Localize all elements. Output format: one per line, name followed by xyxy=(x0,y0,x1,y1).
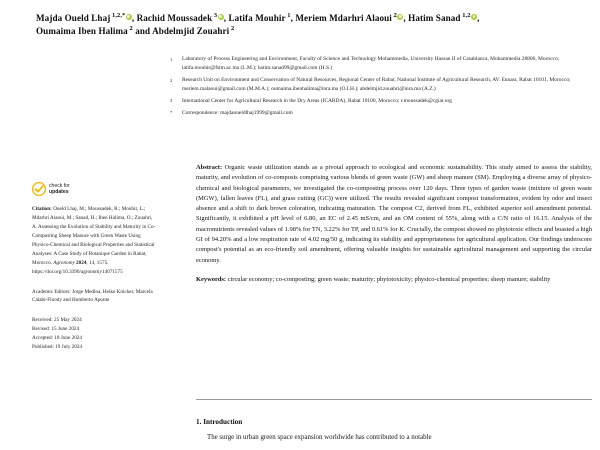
author-affiliation-marker: 2 xyxy=(229,25,235,33)
author-name: Latifa Mouhir xyxy=(228,13,286,23)
introduction-heading: 1. Introduction xyxy=(196,418,243,426)
abstract-text: Organic waste utilization stands as a pivotal approach to ecological and economic sustainability. This study aimed to assess the stability, maturity, and evolution of co-composts comprising various blends of green waste (GW) and sheep manure (SM). Employing a diverse array of physico-chemical and biological parameters, we investigated the co-composting process over 120 days. Three types of garden waste (mixture of green waste (MGW), fallen leaves (FL), and grass cutting (GC)) were utilized. The results revealed significant compost transformation, evident by odor and insect absence and a shift to dark brown coloration, indicating maturation. The compost C2, derived from FL, exhibited superior soil amendment potential. Significantly, it exhibited a pH level of 6.80, an EC of 2.45 mS/cm, and an OM content of 55%, along with a C/N ratio of 16.15. Analysis of the macronutrients revealed values of 1.98% for TN, 3.22% for TP, and 0.61% for K. Crucially, the compost showed no phytotoxic effects and boasted a high GI of 94.20% and a low respiration rate of 4.02 mg/50 g, indicating its stability and appropriateness for agricultural application. Our findings underscore compost's potential as an eco-friendly soil amendment, offering valuable insights for sustainable agricultural management and supporting the circular economy. xyxy=(196,164,592,264)
check-updates-line2: updates xyxy=(49,189,69,195)
affiliation-row xyxy=(170,109,600,118)
author-affiliation-marker: 1,2,* xyxy=(110,11,126,19)
introduction-paragraph: The surge in urban green space expansion worldwide has contributed to a notable xyxy=(207,434,432,441)
keywords-section xyxy=(196,275,592,285)
author-affiliation-marker: 3 xyxy=(212,11,218,19)
citation-rest[interactable]: , 14, 1575. https://doi.org/10.3390/agronomy14071575 xyxy=(32,259,123,275)
author-affiliation-marker: 1,2 xyxy=(460,11,471,19)
affiliation-row xyxy=(170,76,600,94)
affiliation-marker: 3 xyxy=(170,98,173,104)
check-updates-line1: check for xyxy=(49,182,70,189)
keywords-text: circular economy; co-composting; green waste; maturity; phytotoxicity; physico-chemical properties; sheep manure; stability xyxy=(226,276,551,284)
citation-block xyxy=(32,205,156,277)
check-for-updates-badge[interactable] xyxy=(32,182,156,196)
publication-date-line: Published: 19 July 2024 xyxy=(32,344,83,351)
section-divider xyxy=(196,399,592,400)
affiliation-marker: 1 xyxy=(170,56,173,62)
author-line-1: Majda Oueld Lhaj $^{1,2,*}$ , Rachid Moussadek $^3$ , Latifa Mouhir $^1$, Meriem Mdarhri Alaoui $^2$ , Hatim Sanad $^{1,2}$ , xyxy=(36,11,480,23)
publication-date-line: Revised: 15 June 2024 xyxy=(32,326,80,333)
affiliation-marker: * xyxy=(170,110,173,116)
citation-label: Citation: xyxy=(32,206,52,212)
check-circle-icon xyxy=(32,182,46,196)
publication-date-line: Received: 25 May 2024 xyxy=(32,317,82,324)
affiliation-row xyxy=(170,55,600,73)
citation-text: Oueld Lhaj, M.; Moussadek, R.; Mouhir, L.; Mdarhri Alaoui, M.; Sanad, H.; Iben Halima, O.; Zouahri, A. Assessing the Evolution of Stability and Maturity in Co-Composting Sheep Manure with Green Waste Using Physico-Chemical and Biological Properties and Statistical Analyses: A Case Study of Botanique Garden in Rabat, Morocco. xyxy=(32,206,156,266)
affiliation-list xyxy=(170,55,600,118)
author-name: Rachid Moussadek xyxy=(136,13,213,23)
citation-volume: 2024 xyxy=(74,259,87,266)
citation-journal: Agronomy xyxy=(53,259,75,266)
orcid-icon[interactable] xyxy=(471,14,477,20)
abstract-label: Abstract: xyxy=(196,164,223,171)
publication-date-line: Accepted: 18 June 2024 xyxy=(32,335,82,342)
author-name: Majda Oueld Lhaj xyxy=(36,13,111,23)
academic-editors-block xyxy=(32,288,156,306)
author-name: Oumaima Iben Halima xyxy=(36,26,128,37)
orcid-icon[interactable] xyxy=(218,14,224,20)
abstract-section xyxy=(196,163,592,266)
author-line-2: Oumaima Iben Halima $^2$ and Abdelmjid Zouahri $^2$ xyxy=(36,25,235,37)
author-affiliation-marker: 2 xyxy=(391,11,397,19)
orcid-icon[interactable] xyxy=(397,14,403,20)
affiliation-marker: 2 xyxy=(170,77,173,83)
author-name: Abdelmjid Zouahri xyxy=(152,26,230,37)
affiliation-row xyxy=(170,97,600,106)
affiliation-text: Correspondence: majdaoueldlhaj1999@gmail.com xyxy=(182,110,293,117)
keywords-label: Keywords: xyxy=(196,276,227,284)
author-name: Hatim Sanad xyxy=(408,13,461,23)
orcid-icon[interactable] xyxy=(126,14,132,20)
affiliation-text: Laboratory of Process Engineering and Environment, Faculty of Science and Technology Mohammedia, University Hassan II of Casablanca, Mohammedia 28806, Morocco; latifa.mouhir@fstm.ac.ma (L.M.); hatim.sanad99@gmail.com (H.S.) xyxy=(182,56,560,72)
affiliation-text: International Center for Agricultural Research in the Dry Areas (ICARDA), Rabat 10100, Morocco; r.moussadek@cgiar.org xyxy=(182,98,452,105)
author-list xyxy=(36,12,592,38)
check-for-updates-label xyxy=(49,183,70,195)
affiliation-text: Research Unit on Environment and Conservation of Natural Resources, Regional Center of Rabat, National Institute of Agricultural Research, AV. Ennasr, Rabat 10101, Morocco; meriem.malaoui@gmail.com (M.M.A.); oumaima.ibenhalima@inra.ma (O.I.H.); abdelmjid.zouahri@inra.ma (A.Z.) xyxy=(182,77,571,93)
author-affiliation-marker: 2 xyxy=(127,25,133,33)
sidebar xyxy=(32,182,156,363)
publication-dates xyxy=(32,316,156,352)
author-name: Meriem Mdarhri Alaoui xyxy=(295,13,392,23)
main-column xyxy=(196,163,592,286)
academic-editors-label: Academic Editors: xyxy=(32,288,71,295)
academic-editors-names: Jorge Medina, Heike Knicker, Marcela Calabi-Floody and Humberto Aponte xyxy=(32,288,153,304)
author-affiliation-marker: 1 xyxy=(285,11,291,19)
